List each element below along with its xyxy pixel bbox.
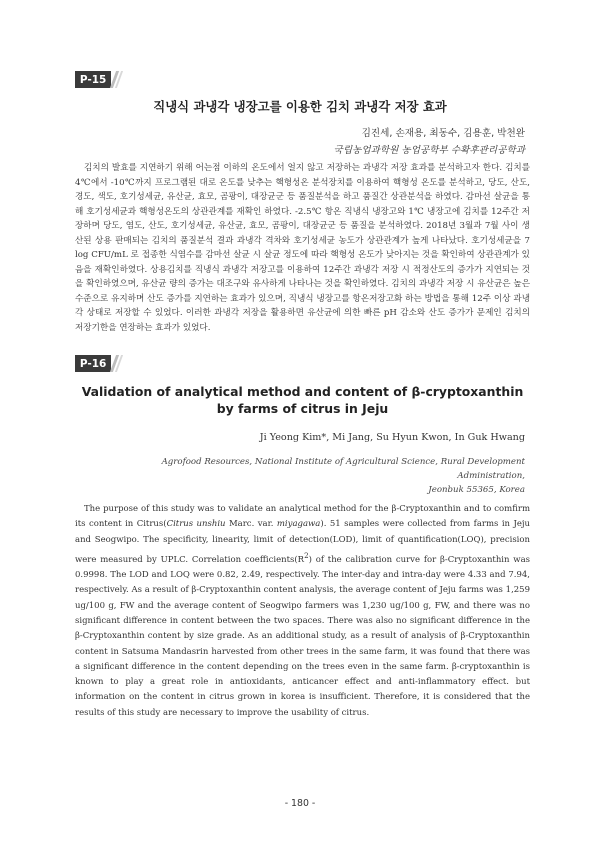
abstract-text: The purpose of this study was to validate an analytical method for the β-Cryptoxanthin and to comfirm its content in Citrus(: [75, 504, 530, 530]
superscript: 2: [304, 550, 309, 560]
abstract-text: ). 51 samples were collected from farms in Jeju and Seogwipo. The specificity, linearity, limit of detection(LOD), limit of quantification(LOQ), precision were measured by UPLC. Correlation coefficients(R: [75, 519, 531, 565]
paper-authors: 김진세, 손재용, 최동수, 김용훈, 박천완: [361, 128, 525, 139]
abstract-tag-p16: [75, 355, 120, 372]
abstract-body: [75, 502, 530, 721]
abstract-tag-p15: [75, 71, 120, 88]
affiliation-line: Jeonbuk 55365, Korea: [428, 485, 525, 495]
abstract-body: 김치의 발효를 지연하기 위해 어는점 이하의 온도에서 얼지 않고 저장하는 과냉각 저장 효과를 분석하고자 한다. 김치를 4℃에서 -10℃까지 프로그램된 대로 온도를 낮추는 핵형성온 분석장치를 이용하여 핵형성 온도를 분석하고, 당도, 산도, 경도, 색도, 호기성세균, 유산균, 효모, 곰팡이, 대장균군 등 품질분석을 하고 품질간 상관분석을 하였다. 감마선 살균을 통해 호기성세균과 핵형성온도의 상관관계를 재확인 하였다. -2.5℃ 항온 직냉식 냉장고와 1℃ 냉장고에 김치를 12주간 저장하며 당도, 염도, 산도, 호기성세균, 유산균, 효모, 곰팡이, 대장균군 등 품질을 분석하였다. 2018년 3월과 7월 사이 생산된 상용 판매되는 김치의 품질분석 결과 과냉각 격차와 호기성세균 농도가 상관관계가 높게 나타났다. 호기성세균을 7 log CFU/mL 로 접종한 식염수를 감마선 살균 시 살균 정도에 따라 핵형성 온도가 낮아지는 것을 확인하여 상관관계가 있음을 재확인하였다. 상용김치를 직냉식 과냉각 저장고를 이용하여 12주간 과냉각 저장 시 적정산도의 증가가 지연되는 것을 확인하였으며, 유산균 량의 증가는 대조구와 유사하게 나타나는 것을 확인하였다. 김치의 과냉각 저장 시 유산균은 높은 수준으로 유지하며 산도 증가를 지연하는 효과가 있으며, 직냉식 냉장고를 항온저장고화 하는 방법을 통해 12주 이상 과냉각 상태로 저장할 수 있었다. 이러한 과냉각 저장을 활용하면 유산균에 의한 빠른 pH 감소와 산도 증가가 문제인 김치의 저장기한을 연장하는 효과가 있었다.: [75, 163, 530, 333]
affiliation-line: Agrofood Resources, National Institute of Agricultural Science, Rural Development Administration,: [161, 457, 525, 481]
tag-label: P-15: [75, 71, 111, 88]
variety-name: miyagawa: [276, 519, 321, 530]
paper-title: 직냉식 과냉각 냉장고를 이용한 김치 과냉각 저장 효과: [153, 99, 447, 114]
paper-affiliation: 국립농업과학원 농업공학부 수확후관리공학과: [333, 145, 525, 156]
tag-label: P-16: [75, 355, 111, 372]
abstract-text: Marc. var.: [225, 519, 277, 530]
paper-authors: Ji Yeong Kim*, Mi Jang, Su Hyun Kwon, In Guk Hwang: [259, 432, 525, 443]
abstract-text: ) of the calibration curve for β-Cryptoxanthin was 0.9998. The LOD and LOQ were 0.82, 2.49, respectively. The inter-day and intra-day were 4.33 and 7.94, respectively. As a result of β-Cryptoxanthin content analysis, the average content of Jeju farms was 1,259 ug/100 g, FW and the average content of Seogwipo farmers was 1,230 ug/100 g, FW, and there was no significant difference in content between the two spaces. There was also no significant difference in the β-Cryptoxanthin content by size grade. As an additional study, as a result of analysis of β-Cryptoxanthin content in Satsuma Mandasrin harvested from other trees in the same farm, it was found that there was a significant difference in the content depending on the trees even in the same farm. β-cryptoxanthin is known to play a great role in antioxidants, anticancer effect and anti-inflammatory effect. but information on the content in citrus grown in korea is insufficient. Therefore, it is considered that the results of this study are necessary to improve the usability of citrus.: [75, 554, 531, 718]
paper-affiliation: [105, 455, 525, 497]
species-name: Citrus unshiu: [166, 519, 226, 530]
paper-title: Validation of analytical method and content of β-cryptoxanthin by farms of citrus in Jeju: [81, 384, 524, 416]
page-number: - 180 -: [284, 798, 316, 809]
